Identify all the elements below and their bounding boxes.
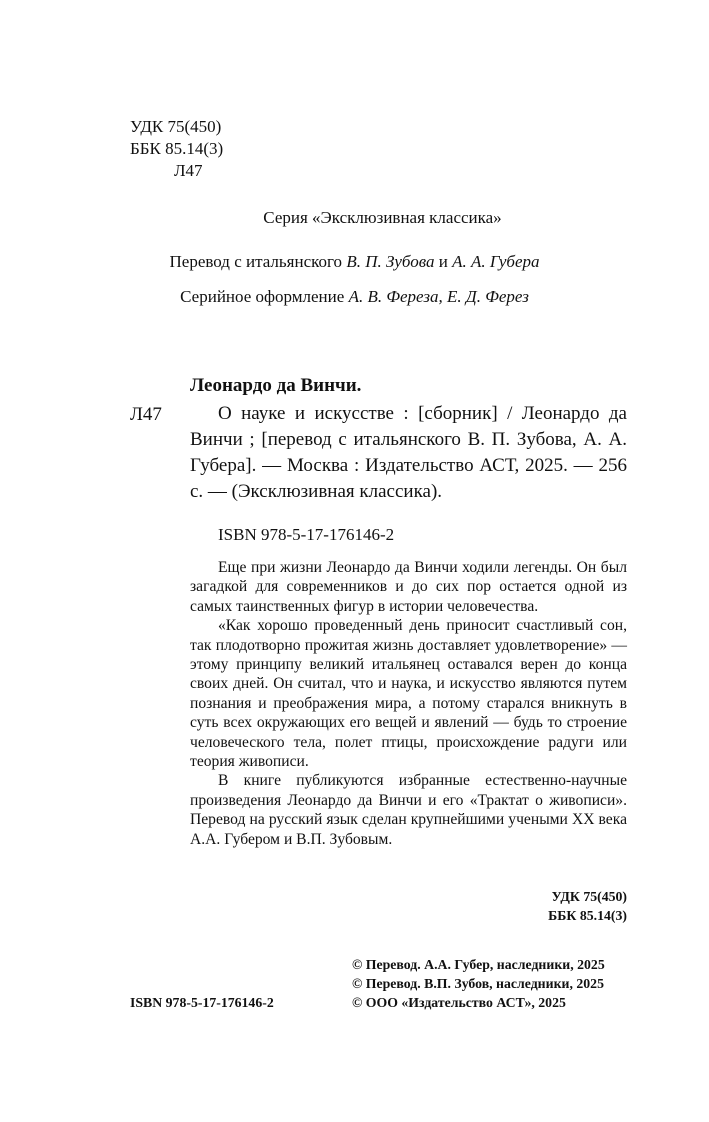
annotation-paragraph-1: Еще при жизни Леонардо да Винчи ходили легенды. Он был загадкой для современников и до сих пор остается одной из самых таинственных фигур в истории человечества.: [190, 559, 627, 615]
footer-isbn: ISBN 978-5-17-176146-2: [130, 995, 274, 1010]
footer-udk: УДК 75(450): [551, 889, 627, 904]
translation-conj: и: [434, 252, 453, 271]
udk-code: УДК 75(450): [130, 117, 222, 136]
copyright-3: © ООО «Издательство АСТ», 2025: [352, 995, 566, 1010]
design-line: [0, 287, 709, 307]
annotation-paragraph-3: В книге публикуются избранные естественно-научные произведения Леонардо да Винчи и его «Трактат о живописи». Перевод на русский язык сделан крупнейшими учеными XX века А.А. Губером и В.П. Зубовым.: [190, 772, 627, 848]
catalog-author-mark: Л47: [130, 404, 162, 425]
bbk-code: ББК 85.14(3): [130, 139, 224, 158]
annotation-paragraph-2: «Как хорошо проведенный день приносит счастливый сон, так плодотворно прожитая жизнь доставляет удовлетворение» — этому принципу великий итальянец оставался верен до конца своих дней. Он считал, что и наука, и искусство являются путем познания и преображения мира, а потому старался вникнуть в суть всех окружающих его вещей и явлений — будь то строение человеческого тела, полет птицы, происхождение радуги или теория живописи.: [190, 617, 627, 771]
catalog-description: [190, 401, 627, 505]
series-line: Серия «Эксклюзивная классика»: [263, 208, 502, 227]
catalog-description-text: О науке и искусстве : [сборник] / Леонардо да Винчи ; [перевод с итальянского В. П. Зубова, А. А. Губера]. — Москва : Издательство АСТ, 2025. — 256 с. — (Эксклюзивная классика).: [190, 403, 627, 502]
copyright-1: © Перевод. А.А. Губер, наследники, 2025: [352, 957, 605, 972]
designers: А. В. Фереза, Е. Д. Ферез: [348, 287, 529, 306]
footer-bbk: ББК 85.14(3): [548, 908, 627, 923]
translator-1: В. П. Зубова: [346, 252, 435, 271]
author-mark: Л47: [174, 161, 203, 180]
translation-line: [0, 252, 709, 272]
translator-2: А. А. Губера: [452, 252, 540, 271]
catalog-heading: Леонардо да Винчи.: [190, 375, 362, 396]
copyright-2: © Перевод. В.П. Зубов, наследники, 2025: [352, 976, 604, 991]
design-prefix: Серийное оформление: [180, 287, 349, 306]
annotation: [190, 558, 627, 849]
catalog-isbn: ISBN 978-5-17-176146-2: [218, 525, 395, 544]
translation-prefix: Перевод с итальянского: [169, 252, 347, 271]
